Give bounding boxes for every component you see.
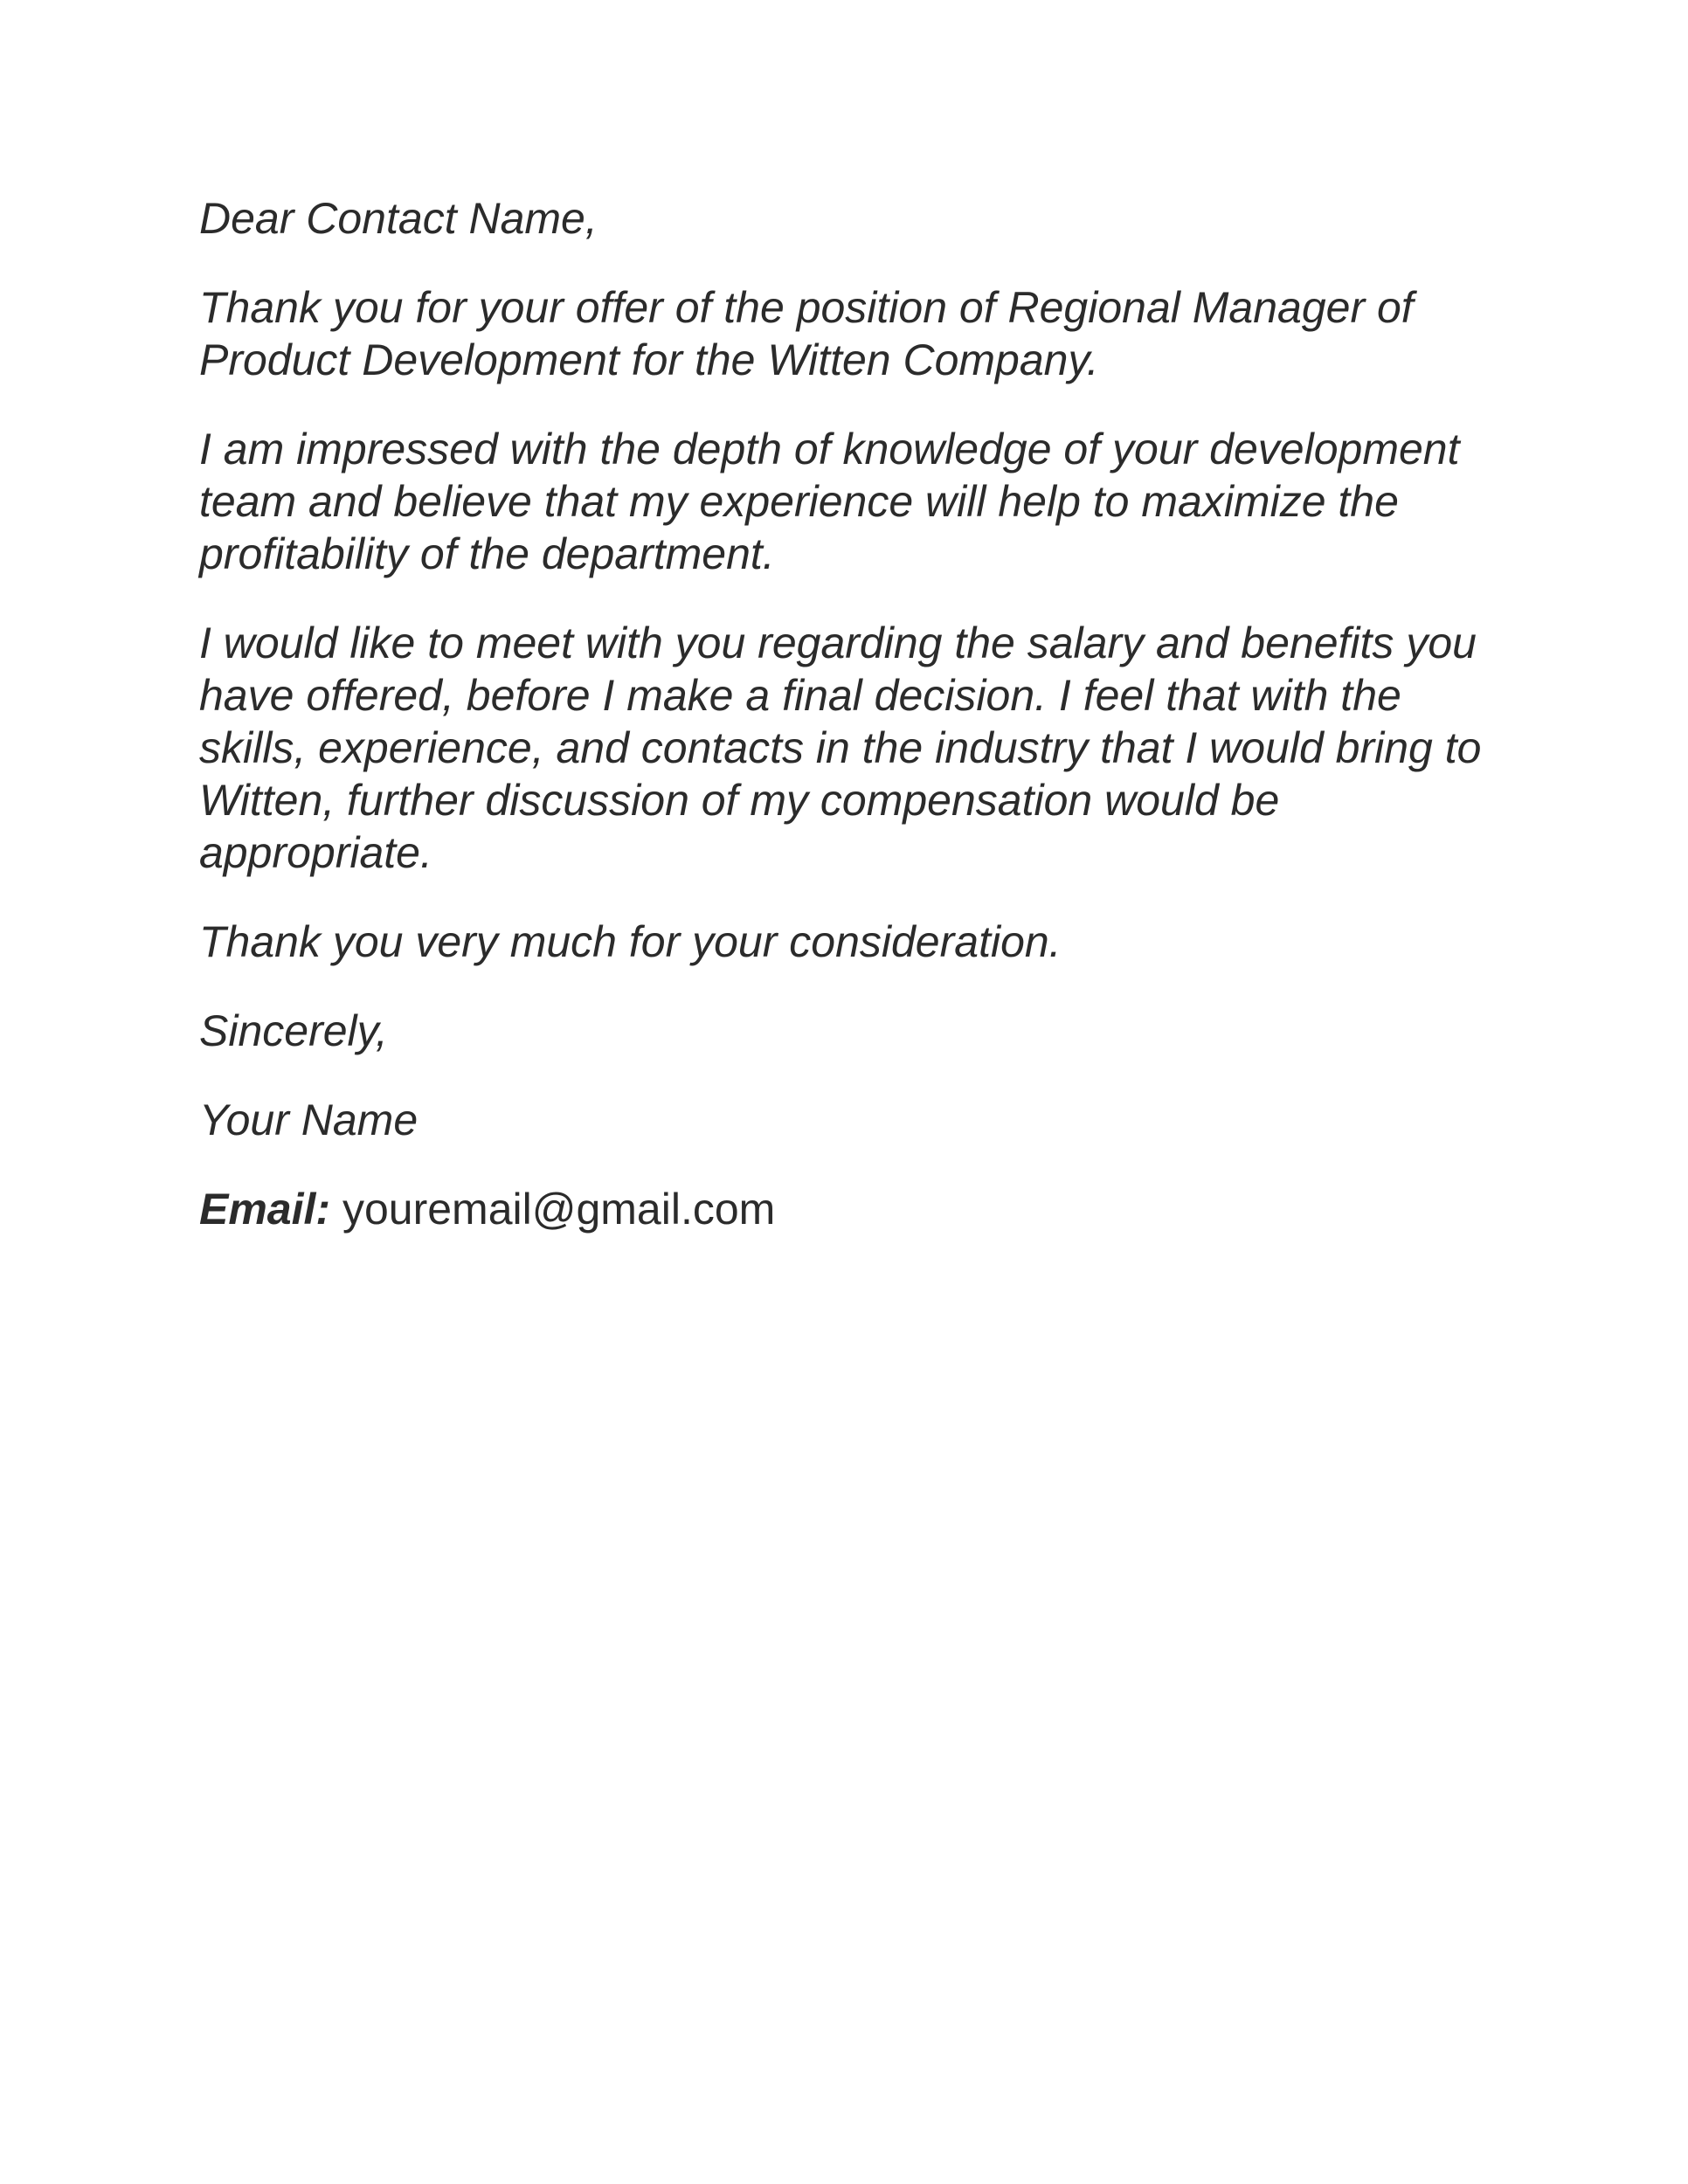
- paragraph-meeting-request: I would like to meet with you regarding the salary and benefits you have offered, before I make a final decision. I feel that with the skills, experience, and contacts in the industry that I would bring to Witten, further discussion of my compensation would be appropriate.: [199, 619, 1482, 877]
- greeting: Dear Contact Name,: [199, 194, 598, 243]
- signature-name: Your Name: [199, 1095, 419, 1144]
- email-line: [199, 1183, 1510, 1235]
- paragraph-impressed: I am impressed with the depth of knowledge of your development team and believe that my experience will help to maximize the profitability of the department.: [199, 425, 1460, 578]
- paragraph-offer: Thank you for your offer of the position of Regional Manager of Product Development for the Witten Company.: [199, 283, 1414, 384]
- closing: Sincerely,: [199, 1006, 388, 1055]
- paragraph-thanks: Thank you very much for your consideration.: [199, 917, 1062, 966]
- email-value: youremail@gmail.com: [342, 1185, 776, 1234]
- email-label: Email:: [199, 1185, 331, 1234]
- letter-body: [199, 192, 1510, 1272]
